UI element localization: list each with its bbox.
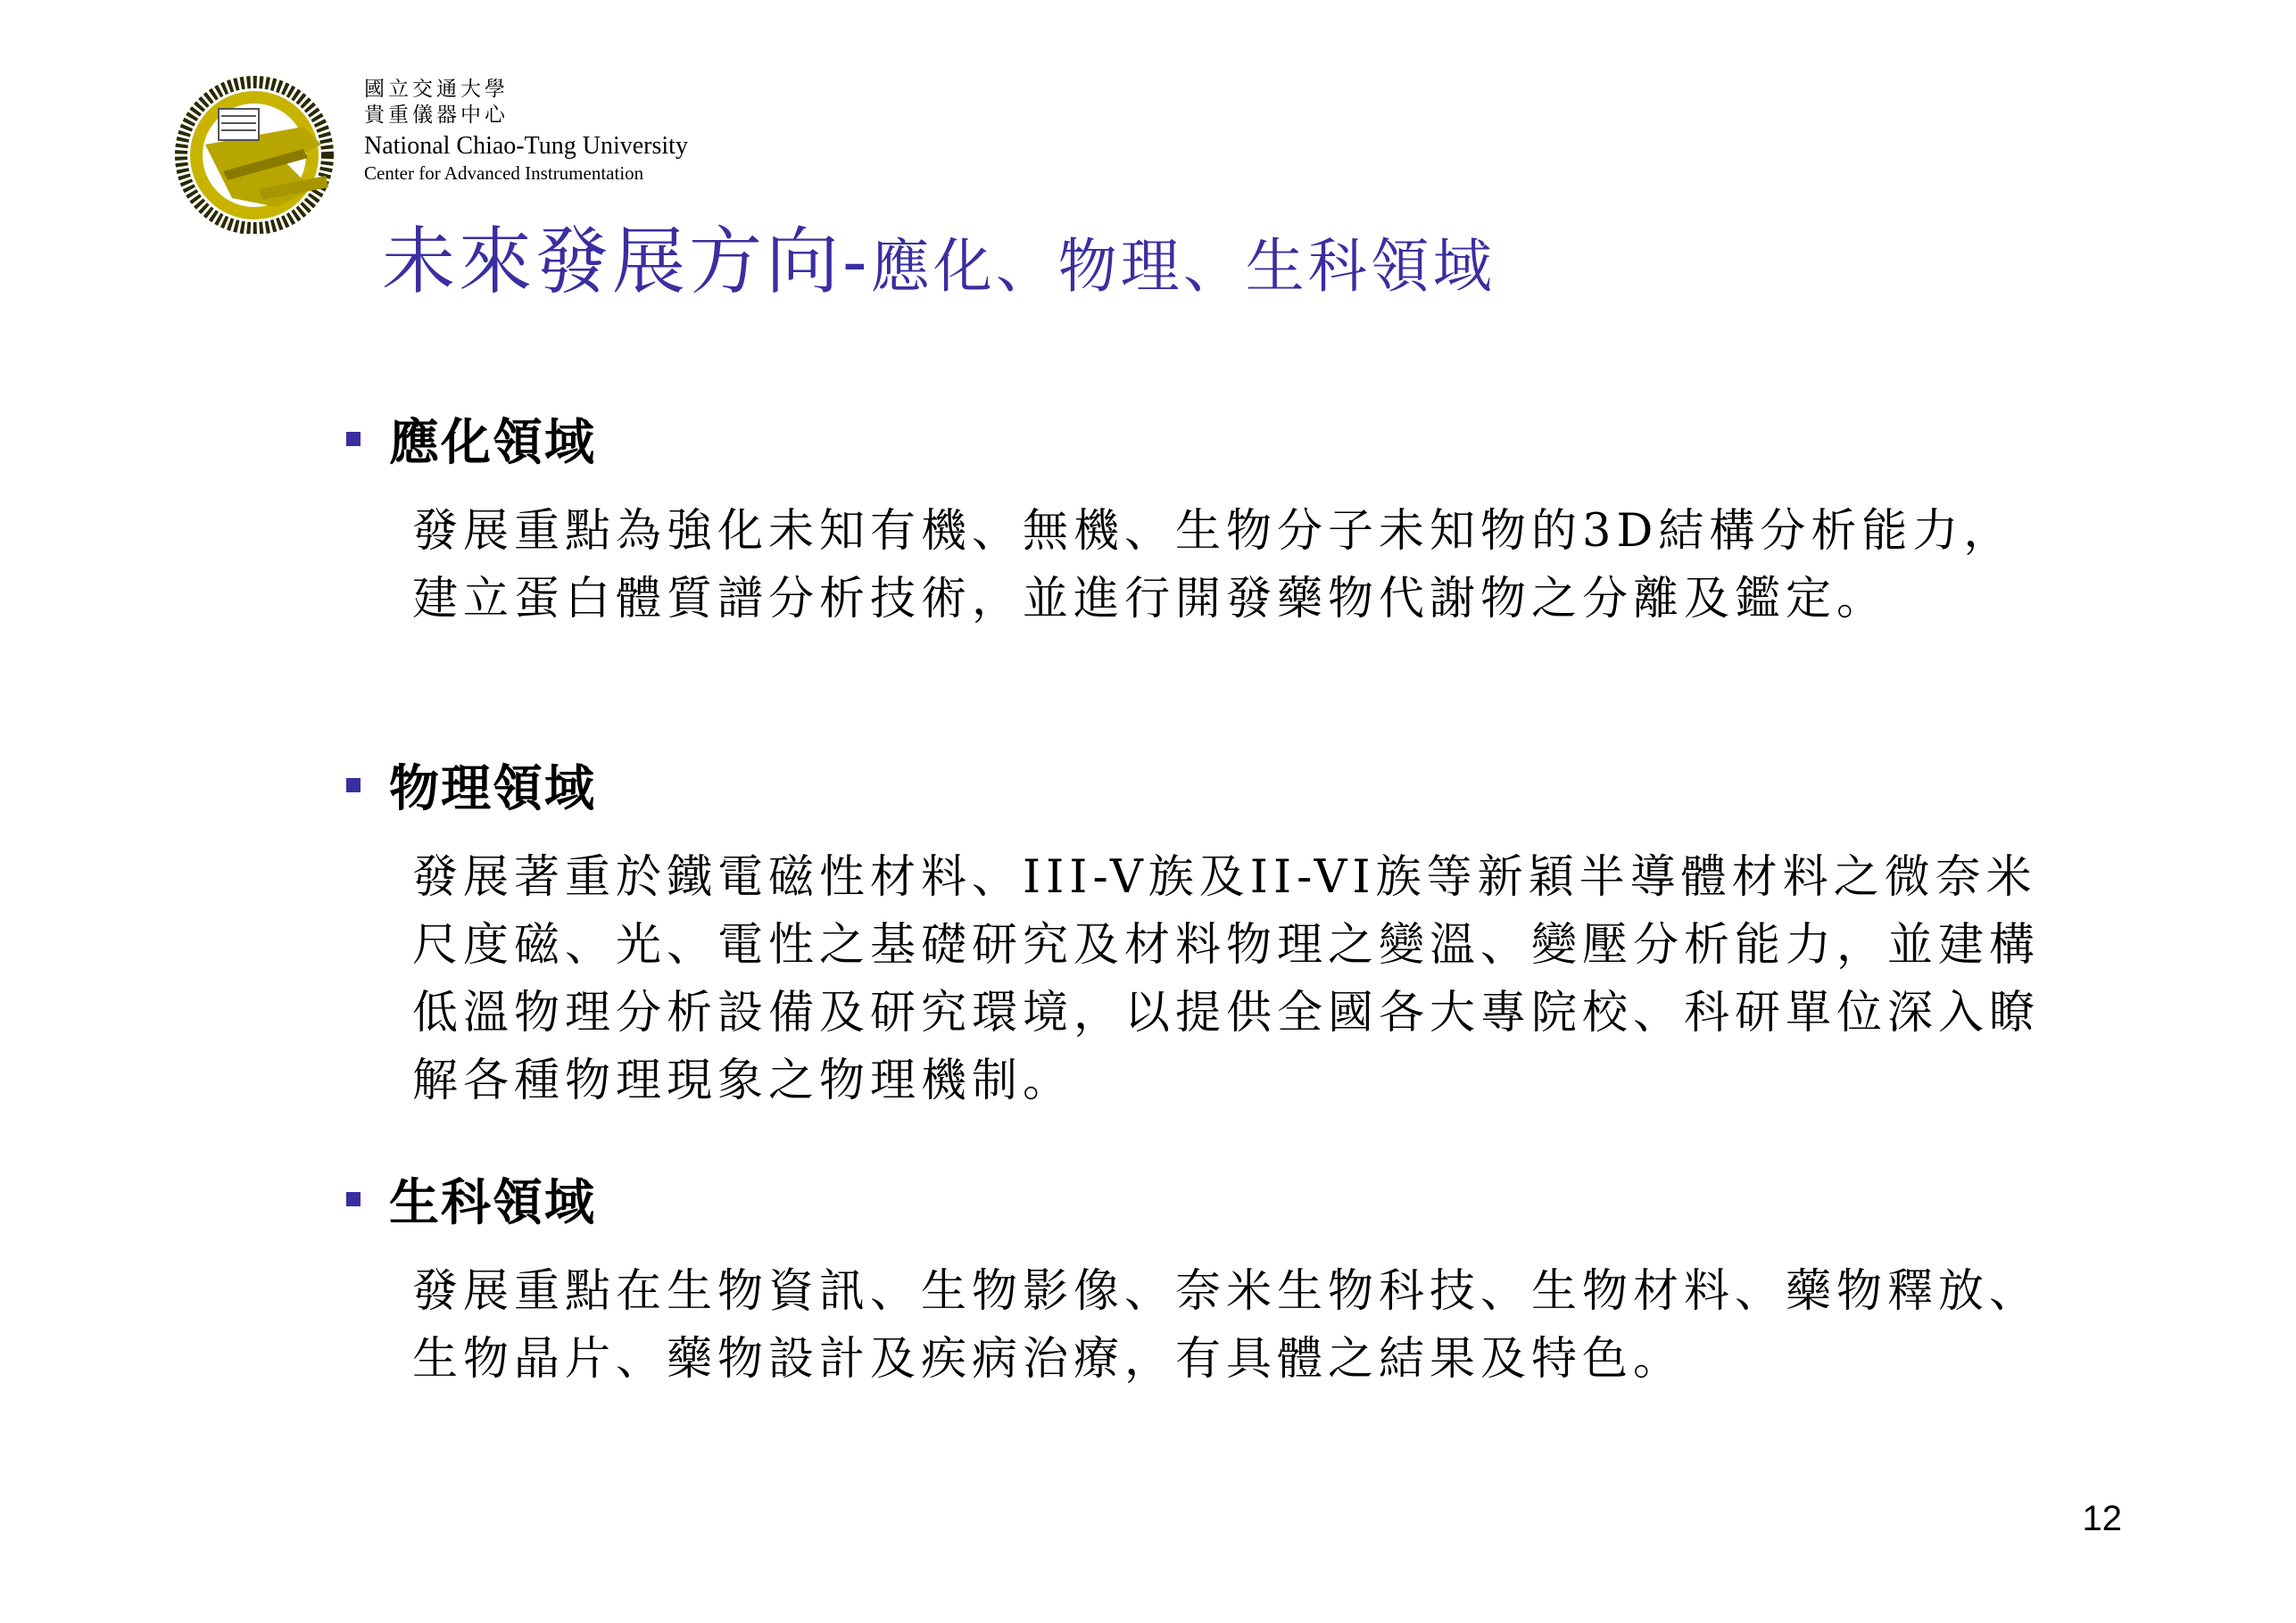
section-body: 發展重點在生物資訊、生物影像、奈米生物科技、生物材料、藥物釋放、生物晶片、藥物設計及疾病治療，有具體之結果及特色。 <box>412 1265 2041 1386</box>
slide-title-sub: 應化、物理、生科領域 <box>870 232 1496 301</box>
slide-title <box>382 203 1496 308</box>
page-number: 12 <box>2082 1499 2122 1538</box>
section-body: 發展著重於鐵電磁性材料、III-V族及II-VI族等新穎半導體材料之微奈米尺度磁、光、電性之基礎研究及材料物理之變溫、變壓分析能力，並建構低溫物理分析設備及研究環境，以提供全國各大專院校、科研單位深入瞭解各種物理現象之物理機制。 <box>412 851 2041 1107</box>
section-life-science <box>346 1163 2054 1394</box>
section-heading: 物理領域 <box>389 760 596 818</box>
section-physics <box>346 749 2054 1115</box>
bullet-icon <box>346 432 361 446</box>
bullet-icon <box>346 778 361 792</box>
org-name-zh-2: 貴重儀器中心 <box>364 103 509 127</box>
bullet-icon <box>346 1192 361 1206</box>
university-logo <box>170 73 357 234</box>
section-body: 發展重點為強化未知有機、無機、生物分子未知物的3D結構分析能力，建立蛋白體質譜分析技術，並進行開發藥物代謝物之分離及鑑定。 <box>412 505 2015 625</box>
section-heading: 應化領域 <box>389 414 596 472</box>
slide-title-main: 未來發展方向- <box>382 219 871 304</box>
section-applied-chemistry <box>346 403 2054 633</box>
org-name-zh-1: 國立交通大學 <box>364 78 509 101</box>
section-heading: 生科領域 <box>389 1174 596 1232</box>
organization-block <box>364 77 688 185</box>
org-name-en-2: Center for Advanced Instrumentation <box>364 161 644 184</box>
org-name-en-1: National Chiao-Tung University <box>364 131 688 160</box>
